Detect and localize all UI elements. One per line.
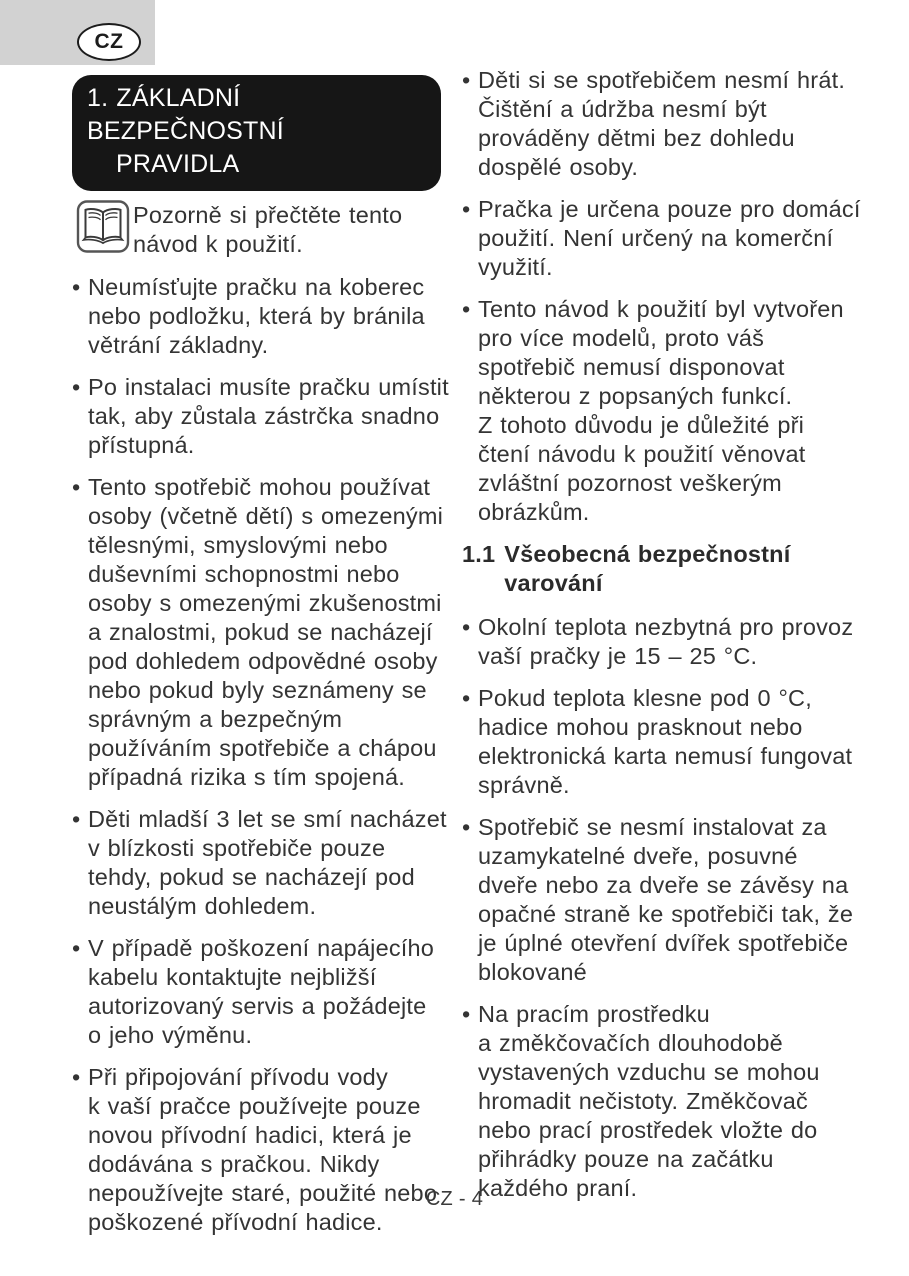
safety-bullet: • Tento návod k použití byl vytvořen pro více modelů, proto váš spotřebič nemusí disponovat některou z popsaných funkcí. Z tohoto důvodu je důležité při čtení návodu k použití věnovat zvláštní pozornost veškerým obrázkům. (462, 295, 862, 527)
safety-bullet: • Děti si se spotřebičem nesmí hrát. Čištění a údržba nesmí být prováděny dětmi bez dohledu dospělé osoby. (462, 66, 862, 182)
subsection-heading (462, 540, 862, 598)
subsection-title-line2: varování (504, 570, 603, 596)
subsection-title-line1: Všeobecná bezpečnostní (504, 541, 791, 567)
section-title-banner (72, 75, 441, 191)
safety-bullet: • Neumísťujte pračku na koberec nebo podložku, která by bránila větrání základny. (72, 273, 450, 360)
safety-bullet: • Po instalaci musíte pračku umístit tak, aby zůstala zástrčka snadno přístupná. (72, 373, 450, 460)
open-book-icon (76, 199, 130, 254)
subsection-number: 1.1 (462, 541, 496, 567)
safety-bullet: • Pračka je určena pouze pro domácí použití. Není určený na komerční využití. (462, 195, 862, 282)
left-column (72, 75, 450, 1250)
safety-bullet: • V případě poškození napájecího kabelu kontaktujte nejbližší autorizovaný servis a požádejte o jeho výměnu. (72, 934, 450, 1050)
section-title-line1: 1. ZÁKLADNÍ BEZPEČNOSTNÍ (87, 84, 284, 145)
section-title-line2: PRAVIDLA (116, 150, 240, 178)
language-badge (77, 23, 141, 61)
safety-bullet: • Při připojování přívodu vody k vaší pračce používejte pouze novou přívodní hadici, která je dodávána s pračkou. Nikdy nepoužívejte staré, použité nebo poškozené přívodní hadice. (72, 1063, 450, 1237)
safety-bullet: • Pokud teplota klesne pod 0 °C, hadice mohou prasknout nebo elektronická karta nemusí fungovat správně. (462, 684, 862, 800)
subsection-title (504, 540, 790, 598)
read-manual-note (76, 199, 450, 259)
safety-bullet: • Okolní teplota nezbytná pro provoz vaší pračky je 15 – 25 °C. (462, 613, 862, 671)
right-column (462, 66, 862, 1216)
safety-bullet: • Tento spotřebič mohou používat osoby (včetně dětí) s omezenými tělesnými, smyslovými nebo duševními schopnostmi nebo osoby s omezenými zkušenostmi a znalostmi, pokud se nacházejí pod dohledem odpovědné osoby nebo pokud byly seznámeny se správným a bezpečným používáním spotřebiče a chápou případná rizika s tím spojená. (72, 473, 450, 792)
safety-bullet: • Spotřebič se nesmí instalovat za uzamykatelné dveře, posuvné dveře nebo za dveře se závěsy na opačné straně ke spotřebiči tak, že je úplné otevření dvířek spotřebiče blokované (462, 813, 862, 987)
language-badge-label: CZ (94, 30, 124, 53)
safety-bullet: • Na pracím prostředku a změkčovačích dlouhodobě vystavených vzduchu se mohou hromadit nečistoty. Změkčovač nebo prací prostředek vložte do přihrádky pouze na začátku každého praní. (462, 1000, 862, 1203)
safety-bullet: • Děti mladší 3 let se smí nacházet v blízkosti spotřebiče pouze tehdy, pokud se nacházejí pod neustálým dohledem. (72, 805, 450, 921)
page-number: CZ - 4 (425, 1188, 484, 1210)
read-manual-text: Pozorně si přečtěte tento návod k použití. (133, 202, 403, 257)
